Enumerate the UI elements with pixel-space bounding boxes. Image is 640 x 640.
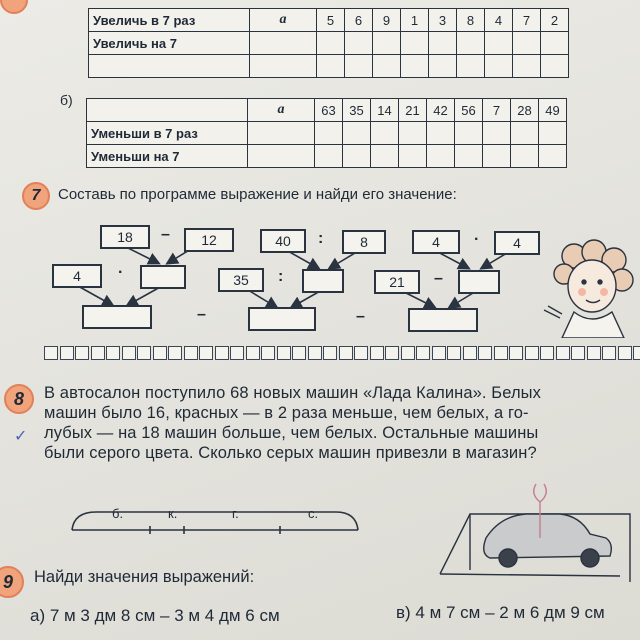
table-b-var: a [248, 99, 315, 122]
task7-op-between: – [197, 306, 206, 323]
task7-op: · [118, 264, 124, 281]
task9-item-v: в) 4 м 7 см – 2 м 6 дм 9 см [396, 603, 605, 622]
task7-result-box[interactable] [82, 305, 152, 329]
table-a-row-label: Увеличь на 7 [89, 32, 250, 55]
task7-box-4: 4 [52, 264, 102, 288]
task7-box-21: 21 [374, 270, 420, 294]
gift-car-illustration [430, 474, 640, 584]
task7-box-4b: 4 [494, 231, 540, 255]
table-b-value: 14 [371, 99, 399, 122]
segment-label-b: б. [112, 506, 124, 521]
task9-title: Найди значения выражений: [34, 568, 255, 586]
task7-op: – [161, 226, 170, 243]
table-b-marker: б) [60, 92, 73, 108]
task-badge-8: 8 [4, 384, 34, 414]
table-a-value: 9 [373, 9, 401, 32]
table-a-value: 2 [541, 9, 569, 32]
table-b-value: 21 [399, 99, 427, 122]
table-a-value: 6 [345, 9, 373, 32]
table-b-value: 56 [455, 99, 483, 122]
table-b-value: 28 [511, 99, 539, 122]
task7-result-box[interactable] [408, 308, 478, 332]
task9-item-a: а) 7 м 3 дм 8 см – 3 м 4 дм 6 см [30, 606, 280, 625]
task7-op: · [474, 231, 480, 248]
handwritten-check-icon: ✓ [14, 426, 28, 445]
task7-box-35: 35 [218, 268, 264, 292]
task8-line: машин было 16, красных — в 2 раза меньше, чем белых, а го- [44, 404, 529, 422]
task7-op: : [318, 230, 324, 247]
task7-box-12: 12 [184, 228, 234, 252]
task7-answer-box[interactable] [458, 270, 500, 294]
table-a-value: 8 [457, 9, 485, 32]
table-b-row-label: Уменьши на 7 [87, 145, 248, 168]
table-a-var: a [250, 9, 317, 32]
task7-box-40: 40 [260, 229, 306, 253]
table-b-value: 63 [315, 99, 343, 122]
table-b-value: 42 [427, 99, 455, 122]
table-a-value: 3 [429, 9, 457, 32]
task7-box-8: 8 [342, 230, 386, 254]
table-b-value: 35 [343, 99, 371, 122]
table-b-row-label: Уменьши в 7 раз [87, 122, 248, 145]
task8-segment-diagram [60, 500, 370, 550]
table-b-value: 49 [539, 99, 567, 122]
task7-box-4a: 4 [412, 230, 460, 254]
task8-line: были серого цвета. Сколько серых машин привезли в магазин? [44, 444, 537, 462]
task-badge-9: 9 [0, 566, 24, 598]
answer-grid-strip[interactable] [44, 346, 640, 360]
segment-label-g: г. [232, 506, 239, 521]
task7-text: Составь по программе выражение и найди его значение: [58, 186, 457, 203]
task7-op: – [434, 270, 443, 287]
task8-line: лубых — на 18 машин больше, чем белых. Остальные машины [44, 424, 539, 442]
task7-op-between: – [356, 308, 365, 325]
task-badge-7: 7 [22, 182, 50, 210]
table-a-value: 7 [513, 9, 541, 32]
task7-result-box[interactable] [248, 307, 316, 331]
table-b-value: 7 [483, 99, 511, 122]
table-a-value: 1 [401, 9, 429, 32]
segment-label-k: к. [168, 506, 178, 521]
task7-op: : [278, 268, 284, 285]
table-a-row-label: Увеличь в 7 раз [89, 9, 250, 32]
task7-answer-box[interactable] [140, 265, 186, 289]
girl-illustration [538, 238, 640, 338]
table-a-value: 5 [317, 9, 345, 32]
table-a-value: 4 [485, 9, 513, 32]
segment-label-s: с. [308, 506, 319, 521]
task8-line: В автосалон поступило 68 новых машин «Лада Калина». Белых [44, 384, 541, 402]
task7-answer-box[interactable] [302, 269, 344, 293]
task7-box-18: 18 [100, 225, 150, 249]
